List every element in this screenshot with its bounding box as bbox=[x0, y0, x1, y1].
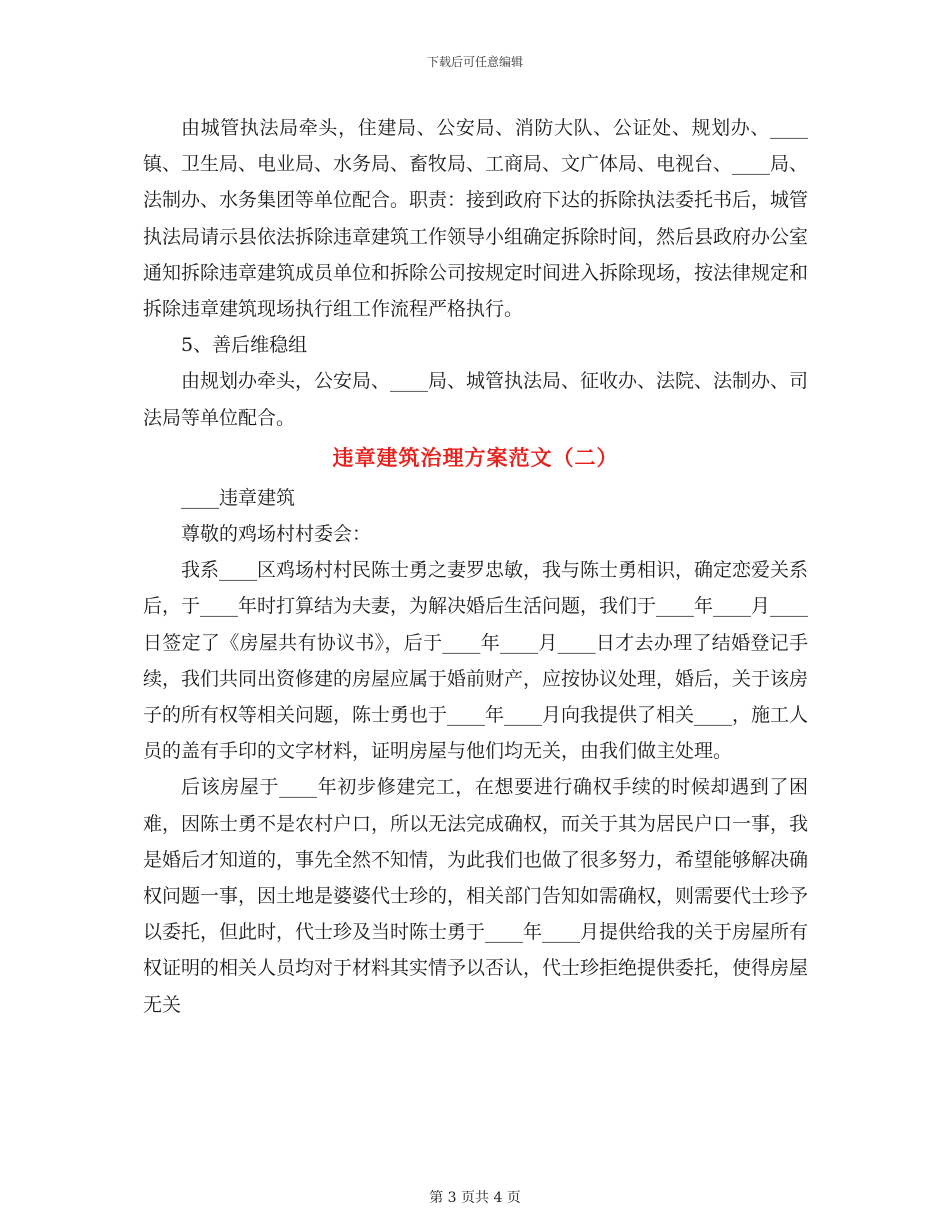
section-title: 违章建筑治理方案范文（二） bbox=[332, 444, 619, 470]
paragraph-letter-body-2: 后该房屋于____年初步修建完工，在想要进行确权手续的时候却遇到了困难，因陈士勇不是农村户口，所以无法完成确权，而关于其为居民户口一事，我是婚后才知道的，事先全然不知情，为此我们也做了很多努力，希望能够解决确权问题一事，因土地是婆婆代士珍的，相关部门告知如需确权，则需要代士珍予以委托，但此时，代士珍及当时陈士勇于____年____月提供给我的关于房屋所有权证明的相关人员均对于材料其实情予以否认，代士珍拒绝提供委托，使得房屋无关 bbox=[143, 776, 809, 1016]
paragraph-aftercare-members: 由规划办牵头，公安局、____局、城管执法局、征收办、法院、法制办、司法局等单位配合。 bbox=[143, 370, 809, 429]
paragraph-heading-aftercare-group: 5、善后维稳组 bbox=[181, 334, 308, 357]
page-footer: 第 3 页共 4 页 bbox=[429, 1190, 521, 1206]
paragraph-letter-body-1: 我系____区鸡场村村民陈士勇之妻罗忠敏，我与陈士勇相识，确定恋爱关系后，于____年时打算结为夫妻，为解决婚后生活问题，我们于____年____月____日签定了《房屋共有协议书》，后于____年____月____日才去办理了结婚登记手续，我们共同出资修建的房屋应属于婚前财产，应按协议处理，婚后，关于该房子的所有权等相关问题，陈士勇也于____年____月向我提供了相关____，施工人员的盖有手印的文字材料，证明房屋与他们均无关，由我们做主处理。 bbox=[143, 559, 809, 763]
page-header: 下载后可任意编辑 bbox=[426, 55, 523, 69]
document-body bbox=[143, 110, 808, 1023]
paragraph-salutation: 尊敬的鸡场村村委会： bbox=[181, 523, 372, 546]
paragraph-enforcement-duties: 由城管执法局牵头，住建局、公安局、消防大队、公证处、规划办、____镇、卫生局、电业局、水务局、畜牧局、工商局、文广体局、电视台、____局、法制办、水务集团等单位配合。职责：接到政府下达的拆除执法委托书后，城管执法局请示县依法拆除违章建筑工作领导小组确定拆除时间，然后县政府办公室通知拆除违章建筑成员单位和拆除公司按规定时间进入拆除现场，按法律规定和拆除违章建筑现场执行组工作流程严格执行。 bbox=[143, 117, 809, 321]
paragraph-subject: ____违章建筑 bbox=[181, 486, 296, 509]
